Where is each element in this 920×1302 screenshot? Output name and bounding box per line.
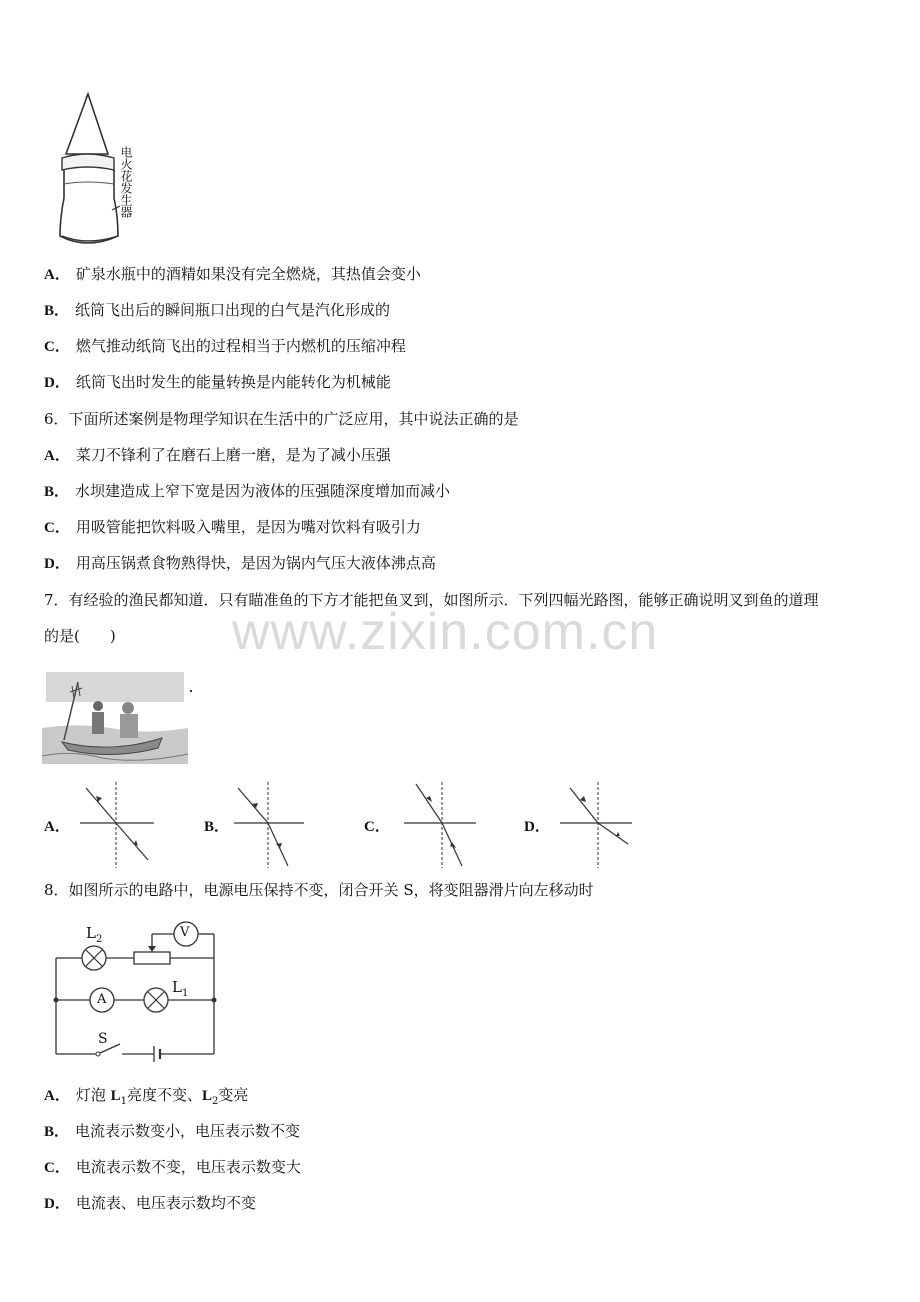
circuit-diagram (46, 918, 226, 1064)
q8-stem: 8．如图所示的电路中，电源电压保持不变，闭合开关 S，将变阻器滑片向左移动时 (44, 881, 594, 899)
q8-option-b: B． 电流表示数变小，电压表示数不变 (44, 1122, 301, 1140)
q5-option-b: B． 纸筒飞出后的瞬间瓶口出现的白气是汽化形成的 (44, 301, 391, 319)
ray-diagram-d (560, 782, 632, 868)
q6-option-b: B． 水坝建造成上窄下宽是因为液体的压强随深度增加而减小 (44, 482, 451, 500)
q7-stem-line2: 的是( ) (44, 627, 116, 645)
q8-option-d: D． 电流表、电压表示数均不变 (44, 1194, 256, 1212)
ray-diagram-c (404, 782, 476, 868)
switch-label: S (98, 1031, 108, 1047)
q6-option-d: D． 用高压锅煮食物熟得快，是因为锅内气压大液体沸点高 (44, 554, 436, 572)
diagram-label-b: B． (204, 819, 230, 835)
q8-option-a: A． 灯泡 $L_1$亮度不变、$L_2$变亮 (44, 1086, 249, 1107)
q5-option-d: D． 纸筒飞出时发生的能量转换是内能转化为机械能 (44, 373, 391, 391)
q7-stem-line1: 7．有经验的渔民都知道．只有瞄准鱼的下方才能把鱼叉到，如图所示．下列四幅光路图，能够正确说明叉到鱼的道理 (44, 591, 819, 609)
watermark: www.zixin.com.cn (232, 603, 659, 661)
diagram-label-a: A． (44, 819, 70, 835)
voltmeter-label: V (180, 925, 190, 940)
figure-caption: 电火花发生器 (119, 146, 133, 218)
dot-mark (190, 690, 192, 692)
q8-option-c: C． 电流表示数不变，电压表示数变大 (44, 1158, 301, 1176)
circuit-label-l2: $L_2$ (86, 924, 103, 945)
q5-option-c: C． 燃气推动纸筒飞出的过程相当于内燃机的压缩冲程 (44, 337, 406, 355)
q6-option-a: A． 菜刀不锋利了在磨石上磨一磨，是为了减小压强 (44, 446, 391, 464)
ray-diagram-b (234, 782, 306, 868)
diagram-label-d: D． (524, 819, 550, 835)
diagram-label-c: C． (364, 819, 390, 835)
q6-stem: 6．下面所述案例是物理学知识在生活中的广泛应用，其中说法正确的是 (44, 410, 519, 428)
q6-option-c: C． 用吸管能把饮料吸入嘴里，是因为嘴对饮料有吸引力 (44, 518, 421, 536)
q5-option-a: A． 矿泉水瓶中的酒精如果没有完全燃烧，其热值会变小 (44, 265, 421, 283)
circuit-label-l1: $L_1$ (172, 978, 189, 999)
fisherman-illustration (42, 668, 188, 764)
ammeter-label: A (97, 992, 107, 1007)
ray-diagram-a (80, 782, 154, 868)
